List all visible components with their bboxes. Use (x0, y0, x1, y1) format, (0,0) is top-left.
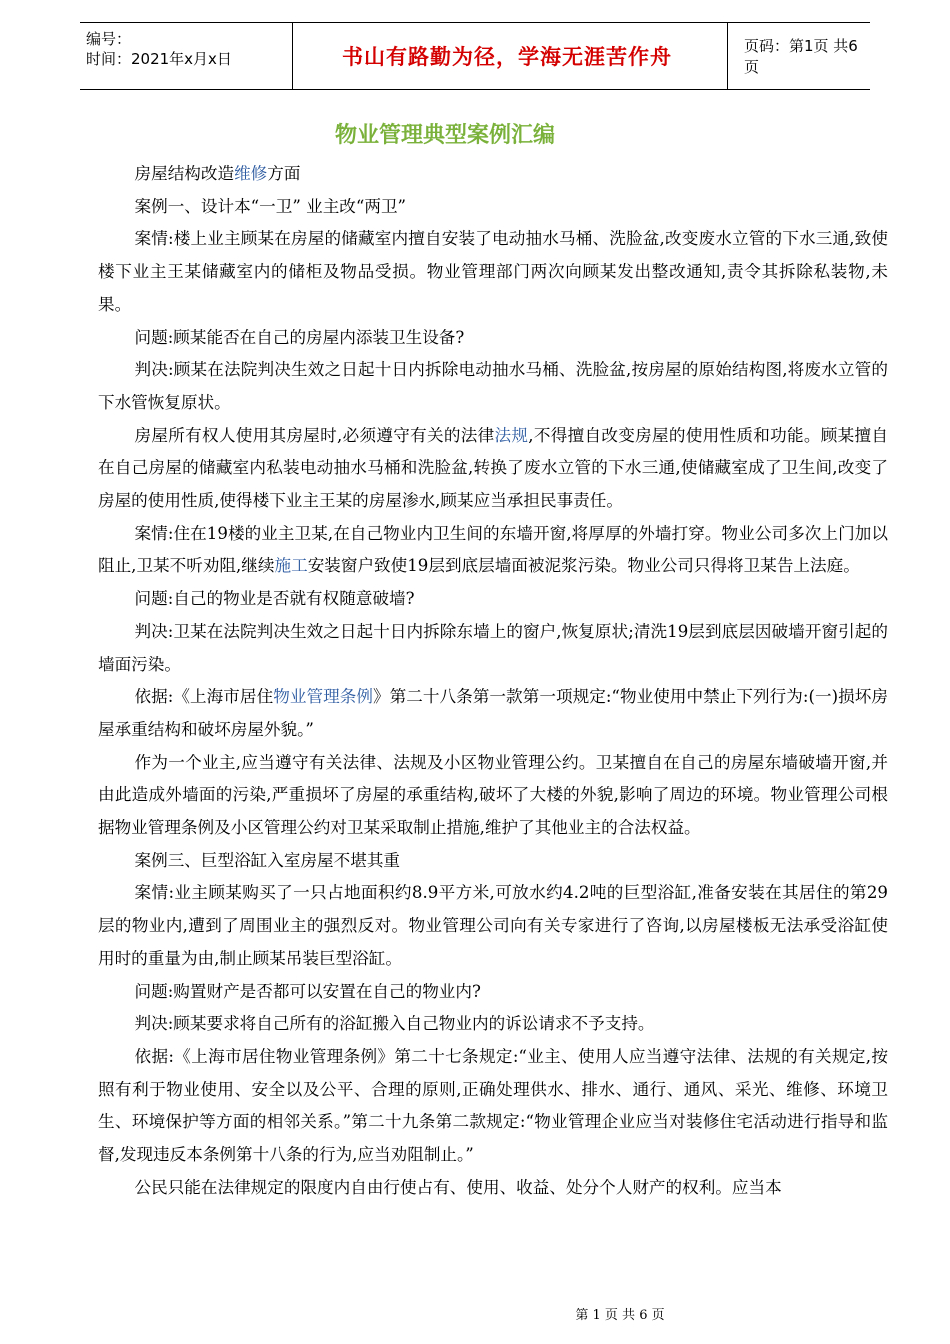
paragraph-text: 房屋所有权人使用其房屋时,必须遵守有关的法律 (134, 425, 495, 445)
paragraph (98, 518, 888, 583)
paragraph (98, 616, 888, 681)
document-time-label: 时间：2021年x月x日 (86, 50, 232, 68)
paragraph-text: 》第二十八条第一款第一项规定:“物业使用中禁止下列行为:(一)损坏房屋承重结构和破坏房屋外貌。” (98, 687, 888, 739)
paragraph-text: 案情:业主顾某购买了一只占地面积约8.9平方米,可放水约4.2吨的巨型浴缸,准备安装在其居住的第29层的物业内,遭到了周围业主的强烈反对。物业管理公司向有关专家进行了咨询,以房屋楼板无法承受浴缸使用时的重量为由,制止顾某吊装巨型浴缸。 (98, 883, 888, 968)
paragraph (98, 354, 888, 419)
header-meta-cell (80, 23, 293, 89)
inline-link[interactable]: 法规 (494, 425, 529, 445)
header-motto-cell (287, 23, 728, 89)
paragraph-text: 判决:卫某在法院判决生效之日起十日内拆除东墙上的窗户,恢复原状;清洗19层到底层因破墙开窗引起的墙面污染。 (98, 621, 888, 674)
paragraph-text: 方面 (267, 164, 301, 183)
paragraph (98, 845, 888, 878)
paragraph (98, 322, 888, 355)
paragraph-text: 案情:住在19楼的业主卫某,在自己物业内卫生间的东墙开窗,将厚厚的外墙打穿。物业公司多次上门加以阻止,卫某不听劝阻,继续 (98, 523, 888, 576)
document-number-label: 编号： (86, 30, 132, 48)
paragraph-text: 案例三、巨型浴缸入室房屋不堪其重 (134, 850, 401, 870)
document-title: 物业管理典型案例汇编 (334, 123, 555, 148)
header-page-info: 页码：第1页 共6页 (744, 37, 858, 76)
paragraph-text: 判决:顾某在法院判决生效之日起十日内拆除电动抽水马桶、洗脸盆,按房屋的原始结构图,将废水立管的下水管恢复原状。 (98, 360, 888, 412)
paragraph (98, 1041, 888, 1172)
header-page-cell (728, 23, 870, 89)
paragraph-text: 问题:购置财产是否都可以安置在自己的物业内? (134, 981, 481, 1001)
paragraph-text: 判决:顾某要求将自己所有的浴缸搬入自己物业内的诉讼请求不予支持。 (134, 1014, 655, 1034)
header-motto: 书山有路勤为径，学海无涯苦作舟 (342, 45, 672, 69)
paragraph-text: 安装窗户致使19层到底层墙面被泥浆污染。物业公司只得将卫某告上法庭。 (307, 556, 860, 576)
paragraph (98, 1008, 888, 1041)
paragraph (98, 747, 888, 845)
paragraph (98, 191, 888, 224)
paragraph-text: 依据:《上海市居住 (134, 687, 274, 707)
inline-link[interactable]: 施工 (274, 556, 308, 576)
page-header (80, 22, 870, 90)
paragraph (98, 583, 888, 616)
paragraph-text: 作为一个业主,应当遵守有关法律、法规及小区物业管理公约。卫某擅自在自己的房屋东墙破墙开窗,并由此造成外墙面的污染,严重损坏了房屋的承重结构,破坏了大楼的外貌,影响了周边的环境。物业管理公司根据物业管理条例及小区管理公约对卫某采取制止措施,维护了其他业主的合法权益。 (98, 752, 888, 838)
page-footer: 第 1 页 共 6 页 (575, 1308, 665, 1323)
paragraph-text: ,不得擅自改变房屋的使用性质和功能。顾某擅自在自己房屋的储藏室内私装电动抽水马桶和洗脸盆,转换了废水立管的下水三通,使储藏室成了卫生间,改变了房屋的使用性质,使得楼下业主王某的房屋渗水,顾某应当承担民事责任。 (98, 425, 888, 511)
paragraph-text: 案例一、设计本“一卫” 业主改“两卫” (134, 196, 407, 216)
paragraph-text: 公民只能在法律规定的限度内自由行使占有、使用、收益、处分个人财产的权利。应当本 (134, 1177, 782, 1197)
inline-link[interactable]: 物业管理条例 (273, 687, 373, 707)
paragraph-text: 案情:楼上业主顾某在房屋的储藏室内擅自安装了电动抽水马桶、洗脸盆,改变废水立管的下水三通,致使楼下业主王某储藏室内的储柜及物品受损。物业管理部门两次向顾某发出整改通知,责令其拆除私装物,未果。 (98, 229, 888, 314)
paragraph-text: 问题:自己的物业是否就有权随意破墙? (134, 589, 415, 609)
paragraph (98, 1172, 888, 1205)
paragraph (98, 877, 888, 975)
paragraph (98, 420, 888, 518)
inline-link[interactable]: 维修 (234, 164, 268, 183)
paragraph-text: 房屋结构改造 (134, 164, 235, 183)
paragraph (98, 681, 888, 746)
paragraph (98, 158, 888, 191)
paragraph-text: 问题:顾某能否在自己的房屋内添装卫生设备? (134, 327, 465, 347)
paragraph-text: 依据:《上海市居住物业管理条例》第二十七条规定:“业主、使用人应当遵守法律、法规的有关规定,按照有利于物业使用、安全以及公平、合理的原则,正确处理供水、排水、通行、通风、采光、维修、环境卫生、环境保护等方面的相邻关系。”第二十九条第二款规定:“物业管理企业应当对装修住宅活动进行指导和监督,发现违反本条例第十八条的行为,应当劝阻制止。” (98, 1046, 888, 1165)
paragraph (98, 976, 888, 1009)
document-body (98, 158, 888, 1205)
paragraph (98, 223, 888, 321)
